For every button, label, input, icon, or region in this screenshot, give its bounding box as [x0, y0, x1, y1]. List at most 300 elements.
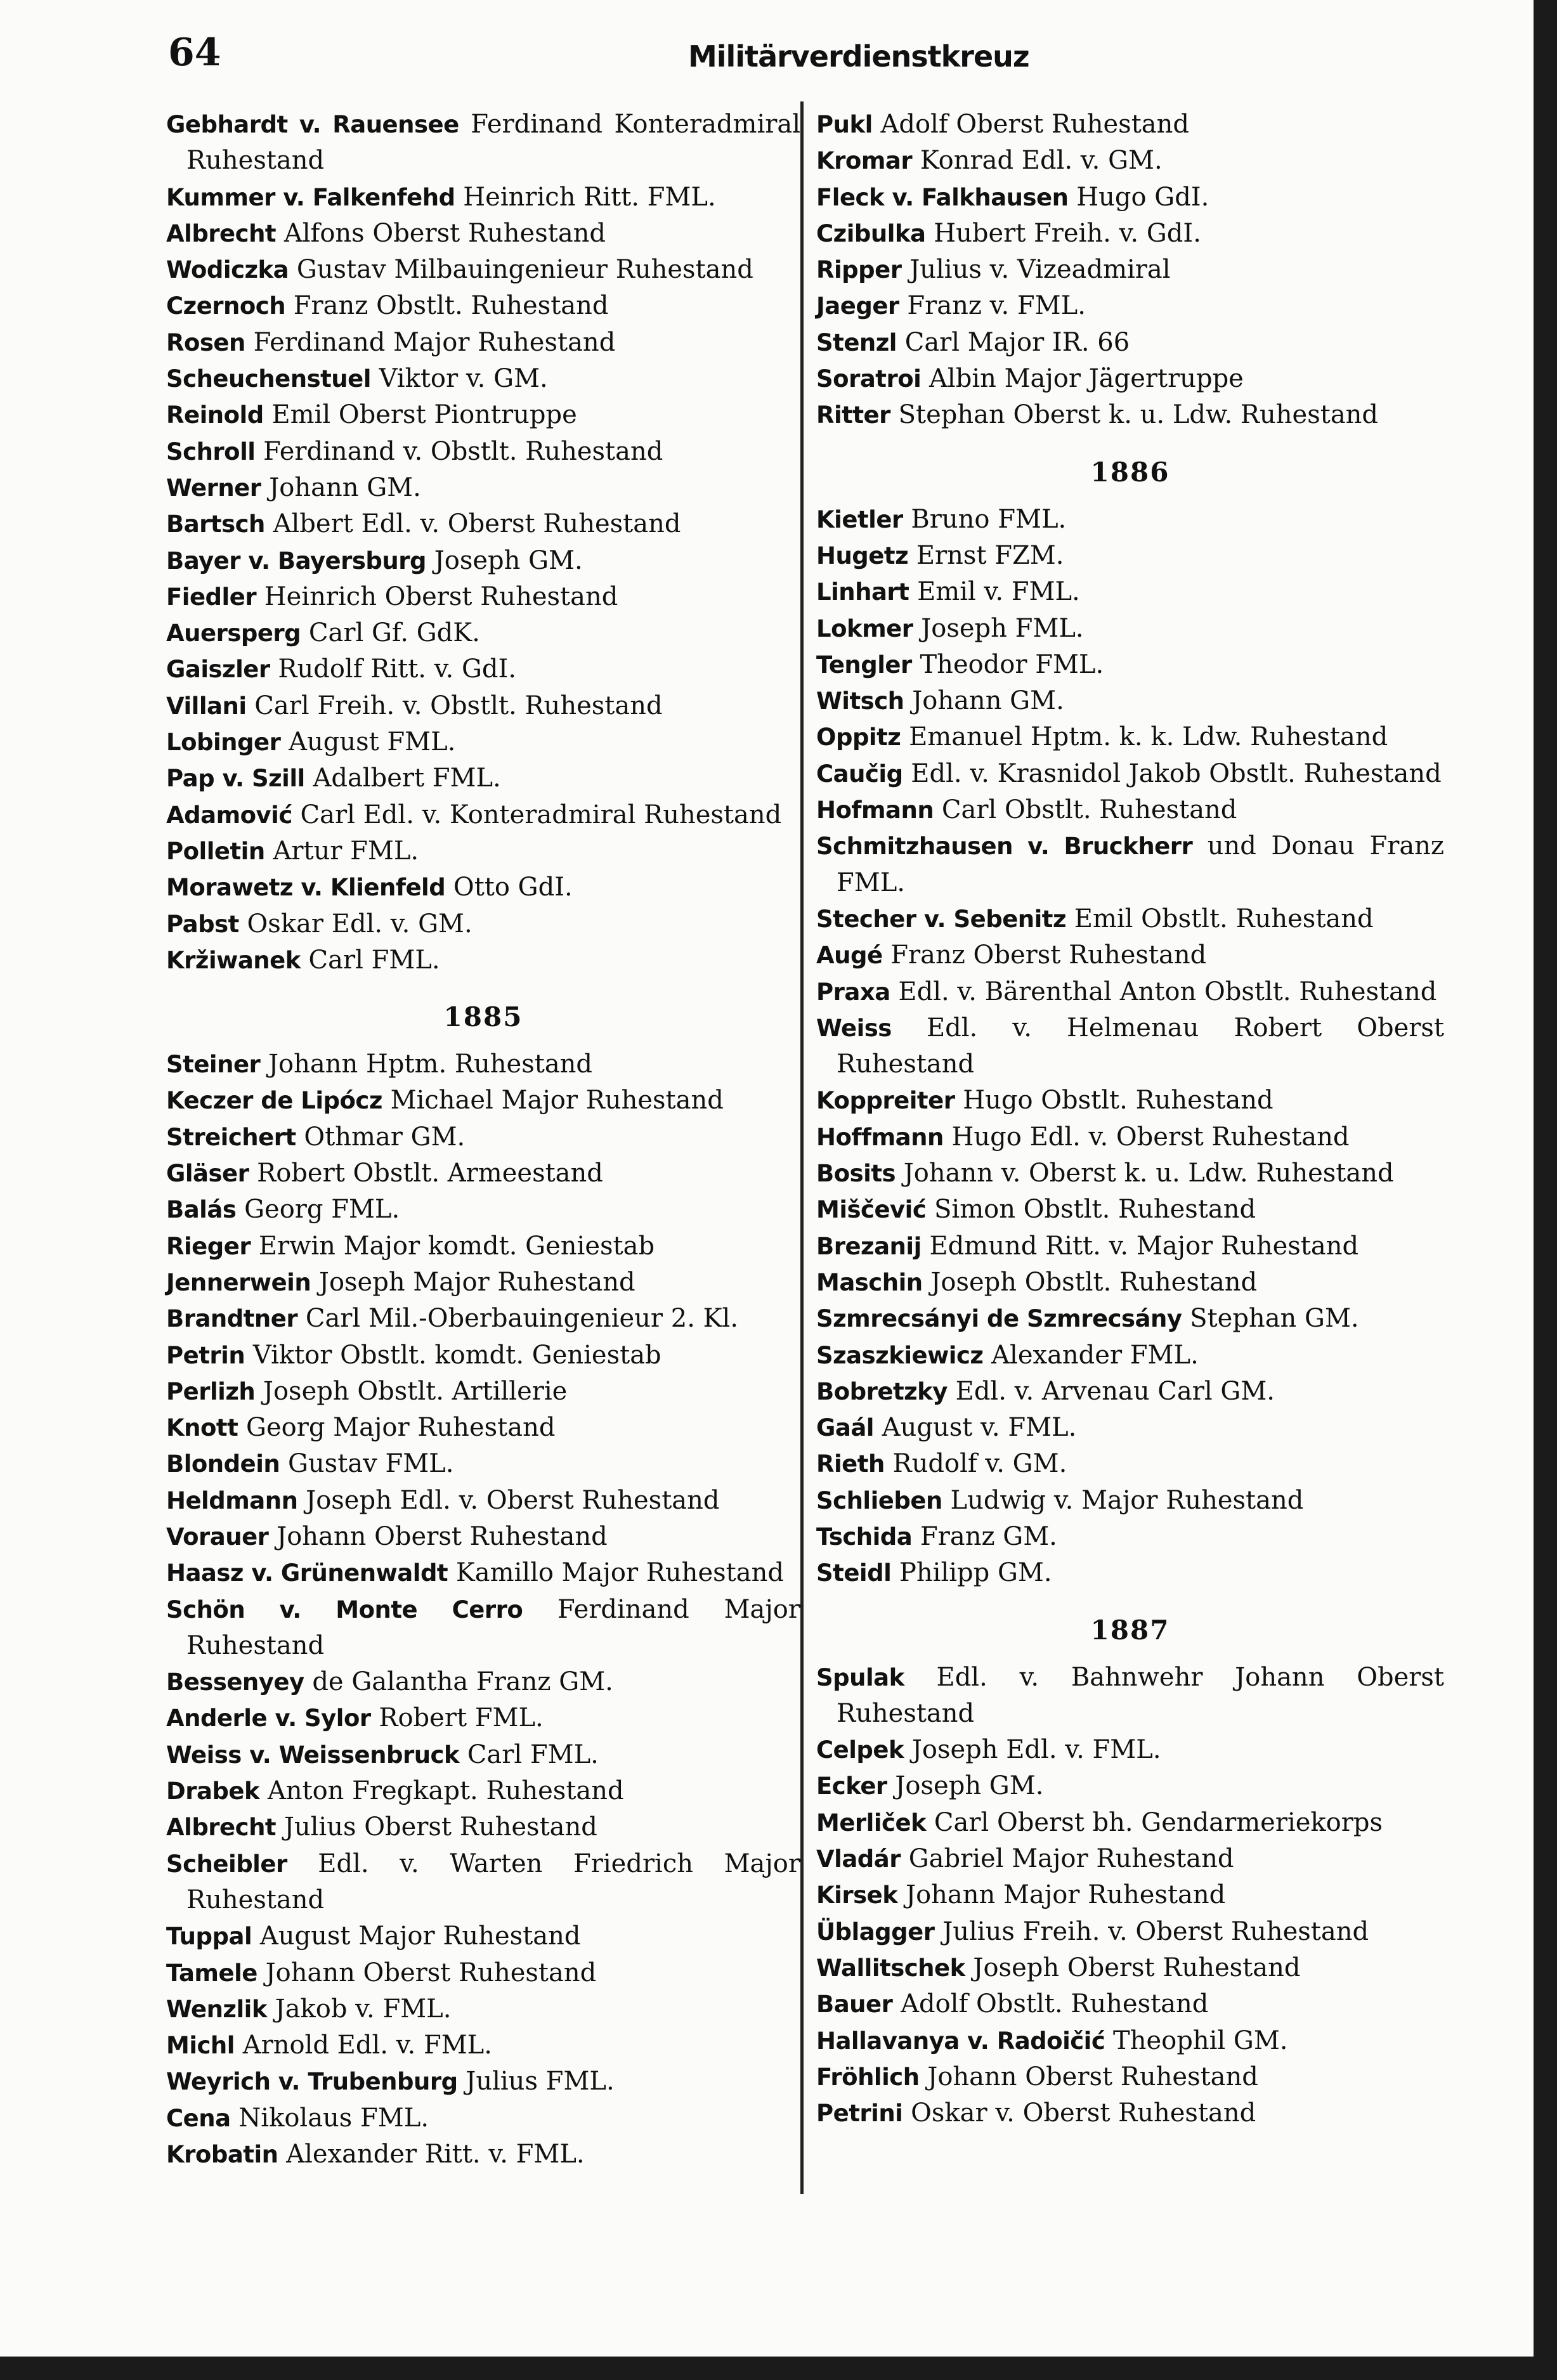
list-entry — [166, 361, 800, 397]
entry-surname: Michl — [166, 2032, 235, 2060]
entry-details: Albert Edl. v. Oberst Ruhestand — [273, 509, 681, 539]
entry-surname: Adamović — [166, 801, 292, 829]
list-entry — [166, 1592, 800, 1665]
list-entry — [166, 1773, 800, 1809]
list-entry — [816, 1265, 1444, 1301]
list-entry — [816, 1660, 1444, 1733]
list-entry — [816, 1805, 1444, 1841]
list-entry — [166, 724, 800, 760]
entry-surname: Bessenyey — [166, 1668, 304, 1696]
entry-surname: Streichert — [166, 1123, 296, 1151]
entry-details: Julius v. Vizeadmiral — [909, 255, 1171, 285]
entry-surname: Hallavanya v. Radoičić — [816, 2027, 1105, 2055]
entry-details: Alfons Oberst Ruhestand — [283, 218, 606, 248]
entry-details: Rudolf v. GM. — [892, 1449, 1067, 1479]
entry-details: Franz v. FML. — [907, 291, 1086, 321]
entry-details: Viktor Obstlt. komdt. Geniestab — [252, 1340, 661, 1370]
left-list-1885 — [166, 1046, 800, 2173]
list-entry — [166, 797, 800, 833]
entry-details: Joseph FML. — [921, 613, 1084, 643]
list-entry — [816, 647, 1444, 683]
list-entry — [166, 869, 800, 906]
entry-details: Nikolaus FML. — [238, 2103, 429, 2133]
entry-details: Edl. v. Helmenau Robert Oberst Ruhestand — [837, 1013, 1444, 1079]
entry-surname: Scheibler — [166, 1850, 287, 1878]
entry-details: Edl. v. Krasnidol Jakob Obstlt. Ruhestand — [911, 758, 1442, 788]
entry-surname: Bosits — [816, 1160, 896, 1188]
entry-details: Stephan GM. — [1190, 1304, 1359, 1334]
year-heading-1886: 1886 — [1090, 456, 1170, 488]
entry-details: Julius Freih. v. Oberst Ruhestand — [942, 1916, 1369, 1946]
list-entry — [816, 2095, 1444, 2131]
entry-details: Albin Major Jägertruppe — [929, 364, 1244, 394]
list-entry — [816, 216, 1444, 252]
entry-surname: Steidl — [816, 1559, 892, 1587]
list-entry — [816, 2023, 1444, 2059]
entry-details: Anton Fregkapt. Ruhestand — [267, 1776, 624, 1806]
entry-surname: Polletin — [166, 837, 265, 865]
entry-details: Carl FML. — [308, 945, 440, 975]
entry-surname: Auersperg — [166, 620, 301, 647]
entry-details: Adolf Oberst Ruhestand — [880, 110, 1189, 139]
entry-details: Simon Obstlt. Ruhestand — [934, 1195, 1256, 1225]
entry-details: Jakob v. FML. — [275, 1994, 452, 2024]
list-entry — [166, 1555, 800, 1591]
entry-surname: Caučig — [816, 760, 903, 788]
entry-surname: Blondein — [166, 1450, 280, 1478]
entry-details: Hubert Freih. v. GdI. — [934, 218, 1201, 248]
entry-details: Hugo GdI. — [1076, 182, 1209, 212]
entry-surname: Oppitz — [816, 724, 901, 751]
list-entry — [166, 470, 800, 506]
entry-surname: Brandtner — [166, 1305, 298, 1333]
list-entry — [816, 1374, 1444, 1410]
entry-details: Joseph GM. — [895, 1771, 1044, 1801]
entry-surname: Fleck v. Falkhausen — [816, 183, 1069, 211]
entry-surname: Schön v. Monte Cerro — [166, 1596, 523, 1623]
entry-surname: Perlizh — [166, 1377, 256, 1405]
entry-surname: Wallitschek — [816, 1954, 965, 1982]
entry-surname: Vorauer — [166, 1523, 269, 1551]
entry-details: Hugo Edl. v. Oberst Ruhestand — [951, 1122, 1350, 1152]
right-list-1886 — [816, 502, 1444, 1592]
entry-surname: Praxa — [816, 978, 890, 1006]
entry-surname: Petrini — [816, 2100, 903, 2128]
entry-surname: Soratroi — [816, 365, 922, 393]
entry-surname: Tengler — [816, 651, 912, 679]
entry-details: Johann GM. — [912, 686, 1064, 716]
entry-surname: Kietler — [816, 505, 903, 533]
entry-surname: Koppreiter — [816, 1087, 955, 1115]
entry-details: Johann Major Ruhestand — [906, 1880, 1226, 1910]
list-entry — [166, 760, 800, 797]
entry-details: Carl FML. — [467, 1739, 599, 1769]
list-entry — [816, 107, 1444, 143]
list-entry — [816, 1841, 1444, 1877]
list-entry — [166, 1664, 800, 1700]
entry-surname: Bayer v. Bayersburg — [166, 547, 426, 575]
entry-surname: Weyrich v. Trubenburg — [166, 2068, 458, 2096]
entry-details: Joseph Obstlt. Ruhestand — [930, 1267, 1258, 1297]
list-entry — [166, 1737, 800, 1773]
entry-details: und Donau Franz FML. — [837, 831, 1445, 897]
entry-surname: Czibulka — [816, 219, 926, 247]
list-entry — [166, 1991, 800, 2027]
entry-surname: Bobretzky — [816, 1377, 948, 1405]
list-entry — [816, 828, 1444, 901]
list-entry — [816, 1877, 1444, 1913]
entry-surname: Ritter — [816, 401, 890, 429]
entry-details: Ferdinand Major Ruhestand — [253, 327, 616, 357]
entry-surname: Balás — [166, 1196, 237, 1224]
entry-details: Adolf Obstlt. Ruhestand — [901, 1989, 1209, 2019]
list-entry — [816, 2059, 1444, 2095]
list-entry — [816, 1155, 1444, 1192]
list-entry — [816, 1768, 1444, 1804]
entry-surname: Tamele — [166, 1959, 257, 1987]
entry-details: Johann Oberst Ruhestand — [927, 2062, 1258, 2091]
entry-details: Ferdinand v. Obstlt. Ruhestand — [263, 436, 663, 466]
list-entry — [166, 506, 800, 542]
entry-details: Johann GM. — [269, 472, 421, 502]
entry-details: Edl. v. Warten Friedrich Major Ruhestand — [186, 1849, 800, 1915]
list-entry — [816, 1410, 1444, 1446]
list-entry — [816, 756, 1444, 792]
list-entry — [166, 1446, 800, 1482]
entry-details: Viktor v. GM. — [379, 364, 548, 394]
year-heading-1885: 1885 — [443, 1001, 523, 1033]
entry-surname: Linhart — [816, 578, 909, 606]
list-entry — [166, 216, 800, 252]
list-entry — [816, 1950, 1444, 1986]
entry-details: Edmund Ritt. v. Major Ruhestand — [929, 1231, 1359, 1261]
list-entry — [816, 1555, 1444, 1591]
entry-surname: Schroll — [166, 438, 256, 465]
entry-surname: Villani — [166, 692, 247, 720]
entry-surname: Merliček — [816, 1809, 927, 1837]
entry-details: Johann Hptm. Ruhestand — [268, 1050, 593, 1079]
list-entry — [816, 974, 1444, 1010]
entry-surname: Kummer v. Falkenfehd — [166, 183, 455, 211]
list-entry — [166, 651, 800, 687]
entry-details: Edl. v. Bärenthal Anton Obstlt. Ruhestand — [898, 977, 1437, 1006]
entry-details: August FML. — [289, 727, 456, 757]
entry-details: Franz GM. — [920, 1521, 1057, 1551]
entry-details: Carl Oberst bh. Gendarmeriekorps — [934, 1807, 1383, 1837]
entry-surname: Gaál — [816, 1414, 874, 1442]
entry-details: Johann Oberst Ruhestand — [265, 1958, 597, 1987]
entry-details: Heinrich Ritt. FML. — [463, 182, 716, 212]
entry-surname: Wenzlik — [166, 1995, 267, 2023]
entry-details: Hugo Obstlt. Ruhestand — [963, 1086, 1274, 1115]
entry-details: Bruno FML. — [911, 504, 1067, 534]
list-entry — [816, 683, 1444, 719]
entry-details: Carl Obstlt. Ruhestand — [941, 795, 1237, 825]
list-entry — [166, 1410, 800, 1446]
entry-details: Carl Edl. v. Konteradmiral Ruhestand — [300, 800, 782, 829]
list-entry — [816, 1119, 1444, 1155]
entry-surname: Czernoch — [166, 292, 286, 320]
list-entry — [816, 1519, 1444, 1555]
entry-surname: Stecher v. Sebenitz — [816, 905, 1067, 933]
entry-surname: Rosen — [166, 328, 245, 356]
entry-surname: Albrecht — [166, 219, 277, 247]
entry-details: Carl Mil.-Oberbauingenieur 2. Kl. — [305, 1304, 739, 1334]
entry-surname: Rieth — [816, 1450, 885, 1478]
list-entry — [816, 143, 1444, 179]
entry-details: Arnold Edl. v. FML. — [242, 2031, 492, 2060]
list-entry — [816, 252, 1444, 288]
entry-details: Robert FML. — [379, 1703, 544, 1733]
entry-surname: Werner — [166, 474, 261, 502]
entry-surname: Gebhardt v. Rauensee — [166, 111, 459, 138]
list-entry — [816, 1301, 1444, 1337]
entry-surname: Drabek — [166, 1778, 260, 1805]
list-entry — [166, 1374, 800, 1410]
list-entry — [166, 2100, 800, 2136]
entry-details: Emil v. FML. — [917, 577, 1080, 607]
entry-details: Edl. v. Bahnwehr Johann Oberst Ruhestand — [837, 1662, 1445, 1728]
entry-details: Georg FML. — [244, 1195, 400, 1225]
page-number: 64 — [168, 30, 221, 75]
list-entry — [816, 901, 1444, 937]
entry-details: Philipp GM. — [899, 1558, 1052, 1588]
list-entry — [166, 179, 800, 216]
entry-details: Robert Obstlt. Armeestand — [257, 1159, 603, 1188]
entry-surname: Maschin — [816, 1268, 923, 1296]
entry-surname: Stenzl — [816, 328, 897, 356]
list-entry — [166, 1155, 800, 1192]
list-entry — [166, 1192, 800, 1228]
list-entry — [816, 1337, 1444, 1374]
list-entry — [816, 179, 1444, 216]
entry-details: Konrad Edl. v. GM. — [920, 146, 1163, 176]
entry-surname: Brezanij — [816, 1232, 922, 1260]
entry-details: Georg Major Ruhestand — [246, 1413, 556, 1443]
list-entry — [166, 1228, 800, 1265]
entry-details: Joseph Edl. v. Oberst Ruhestand — [306, 1485, 720, 1515]
entry-surname: Cena — [166, 2104, 231, 2132]
entry-details: Rudolf Ritt. v. GdI. — [278, 654, 517, 684]
list-entry — [166, 1846, 800, 1919]
list-entry — [166, 325, 800, 361]
entry-surname: Reinold — [166, 401, 264, 429]
entry-details: Ludwig v. Major Ruhestand — [950, 1485, 1304, 1515]
list-entry — [166, 688, 800, 724]
entry-details: Oskar v. Oberst Ruhestand — [911, 2098, 1256, 2128]
entry-surname: Heldmann — [166, 1486, 298, 1514]
entry-details: Othmar GM. — [304, 1122, 466, 1152]
entry-surname: Gläser — [166, 1160, 249, 1188]
entry-surname: Fröhlich — [816, 2063, 920, 2091]
right-column — [816, 107, 1444, 2131]
entry-surname: Hugetz — [816, 542, 909, 569]
entry-surname: Tschida — [816, 1523, 913, 1551]
list-entry — [816, 1010, 1444, 1083]
entry-surname: Miščević — [816, 1196, 927, 1224]
entry-details: Artur FML. — [273, 836, 419, 866]
list-entry — [166, 1483, 800, 1519]
list-entry — [166, 615, 800, 651]
list-entry — [816, 1914, 1444, 1950]
entry-surname: Keczer de Lipócz — [166, 1087, 382, 1115]
list-entry — [166, 579, 800, 615]
entry-details: Emanuel Hptm. k. k. Ldw. Ruhestand — [909, 722, 1388, 752]
entry-details: Kamillo Major Ruhestand — [455, 1558, 784, 1588]
entry-surname: Kržiwanek — [166, 946, 301, 974]
entry-surname: Hoffmann — [816, 1123, 944, 1151]
entry-surname: Spulak — [816, 1663, 904, 1691]
entry-surname: Augé — [816, 942, 883, 970]
list-entry — [166, 397, 800, 433]
list-entry — [166, 2136, 800, 2173]
entry-surname: Krobatin — [166, 2141, 278, 2169]
entry-details: August v. FML. — [882, 1413, 1077, 1443]
entry-surname: Morawetz v. Klienfeld — [166, 874, 446, 902]
right-list-1887 — [816, 1660, 1444, 2132]
entry-surname: Szaszkiewicz — [816, 1341, 984, 1369]
list-entry — [816, 397, 1444, 433]
list-entry — [166, 906, 800, 942]
entry-surname: Petrin — [166, 1341, 245, 1369]
entry-surname: Anderle v. Sylor — [166, 1705, 371, 1733]
entry-surname: Albrecht — [166, 1814, 277, 1842]
entry-surname: Haasz v. Grünenwaldt — [166, 1559, 448, 1587]
entry-surname: Witsch — [816, 687, 904, 715]
entry-surname: Celpek — [816, 1736, 904, 1764]
entry-details: Adalbert FML. — [313, 764, 501, 793]
entry-surname: Bartsch — [166, 510, 265, 538]
list-entry — [816, 937, 1444, 973]
list-entry — [816, 1483, 1444, 1519]
list-entry — [166, 288, 800, 324]
list-entry — [166, 2027, 800, 2064]
entry-details: Emil Oberst Piontruppe — [271, 400, 577, 430]
entry-details: Michael Major Ruhestand — [390, 1086, 724, 1115]
entry-surname: Lobinger — [166, 729, 281, 757]
entry-surname: Rieger — [166, 1232, 251, 1260]
right-list — [816, 107, 1444, 434]
entry-details: Joseph Obstlt. Artillerie — [263, 1376, 568, 1406]
entry-surname: Schmitzhausen v. Bruckherr — [816, 833, 1193, 861]
list-entry — [816, 574, 1444, 610]
entry-surname: Schlieben — [816, 1486, 942, 1514]
entry-surname: Steiner — [166, 1051, 261, 1079]
entry-surname: Knott — [166, 1414, 238, 1442]
list-entry — [816, 611, 1444, 647]
list-entry — [166, 1519, 800, 1555]
entry-surname: Pabst — [166, 910, 239, 938]
entry-surname: Kromar — [816, 147, 913, 175]
list-entry — [166, 1809, 800, 1845]
year-heading-1887: 1887 — [1090, 1614, 1170, 1646]
entry-details: Theodor FML. — [920, 649, 1104, 679]
entry-details: Ferdinand Konteradmiral Ruhestand — [186, 110, 801, 176]
entry-details: Alexander Ritt. v. FML. — [286, 2140, 585, 2169]
list-entry — [816, 288, 1444, 324]
entry-surname: Ripper — [816, 256, 902, 284]
entry-details: Joseph Oberst Ruhestand — [973, 1953, 1301, 1982]
entry-surname: Ecker — [816, 1772, 887, 1800]
entry-surname: Szmrecsányi de Szmrecsány — [816, 1305, 1182, 1333]
entry-surname: Gaiszler — [166, 656, 270, 684]
running-head: Militärverdienstkreuz — [688, 39, 1029, 74]
entry-surname: Wodiczka — [166, 256, 289, 284]
list-entry — [816, 719, 1444, 755]
entry-surname: Lokmer — [816, 615, 913, 642]
column-rule — [800, 101, 804, 2194]
list-entry — [166, 942, 800, 979]
entry-details: Emil Obstlt. Ruhestand — [1074, 904, 1374, 933]
list-entry — [166, 1265, 800, 1301]
entry-details: Carl Major IR. 66 — [904, 327, 1130, 357]
entry-details: Heinrich Oberst Ruhestand — [264, 582, 618, 611]
entry-details: Alexander FML. — [991, 1340, 1199, 1370]
entry-surname: Fiedler — [166, 583, 257, 611]
entry-details: Edl. v. Arvenau Carl GM. — [955, 1376, 1275, 1406]
list-entry — [166, 1337, 800, 1374]
entry-surname: Hofmann — [816, 797, 934, 824]
entry-surname: Pukl — [816, 111, 873, 138]
entry-details: Ernst FZM. — [916, 540, 1064, 570]
entry-details: August Major Ruhestand — [259, 1922, 581, 1951]
list-entry — [166, 1700, 800, 1736]
list-entry — [166, 833, 800, 869]
list-entry — [816, 1446, 1444, 1482]
left-list — [166, 107, 800, 979]
entry-details: Oskar Edl. v. GM. — [247, 909, 472, 939]
entry-details: Joseph GM. — [434, 545, 583, 575]
list-entry — [816, 1192, 1444, 1228]
entry-details: Ferdinand Major Ruhestand — [186, 1594, 800, 1660]
list-entry — [166, 1119, 800, 1155]
list-entry — [166, 252, 800, 288]
entry-details: Theophil GM. — [1113, 2026, 1288, 2055]
entry-details: Gustav Milbauingenieur Ruhestand — [296, 255, 753, 285]
list-entry — [816, 502, 1444, 538]
list-entry — [816, 1986, 1444, 2022]
entry-surname: Bauer — [816, 1991, 893, 2019]
entry-details: Gustav FML. — [287, 1449, 454, 1479]
entry-details: de Galantha Franz GM. — [312, 1667, 613, 1697]
entry-surname: Üblagger — [816, 1918, 935, 1946]
entry-details: Carl Freih. v. Obstlt. Ruhestand — [254, 691, 663, 720]
entry-surname: Jaeger — [816, 292, 899, 320]
entry-details: Stephan Oberst k. u. Ldw. Ruhestand — [898, 400, 1379, 430]
list-entry — [166, 1046, 800, 1083]
entry-details: Otto GdI. — [453, 873, 573, 902]
entry-surname: Kirsek — [816, 1882, 898, 1909]
list-entry — [166, 543, 800, 579]
list-entry — [816, 1083, 1444, 1119]
list-entry — [166, 1918, 800, 1954]
list-entry — [816, 361, 1444, 397]
entry-details: Carl Gf. GdK. — [308, 618, 480, 648]
entry-details: Joseph Edl. v. FML. — [911, 1735, 1161, 1765]
entry-surname: Weiss — [816, 1014, 892, 1042]
list-entry — [816, 1732, 1444, 1768]
left-column — [166, 107, 800, 2173]
list-entry — [166, 2064, 800, 2100]
list-entry — [816, 538, 1444, 574]
list-entry — [166, 1301, 800, 1337]
entry-details: Johann Oberst Ruhestand — [277, 1521, 608, 1551]
entry-surname: Weiss v. Weissenbruck — [166, 1741, 460, 1769]
entry-details: Johann v. Oberst k. u. Ldw. Ruhestand — [903, 1159, 1394, 1188]
entry-surname: Pap v. Szill — [166, 765, 305, 793]
entry-details: Julius FML. — [466, 2067, 615, 2097]
list-entry — [816, 1228, 1444, 1265]
